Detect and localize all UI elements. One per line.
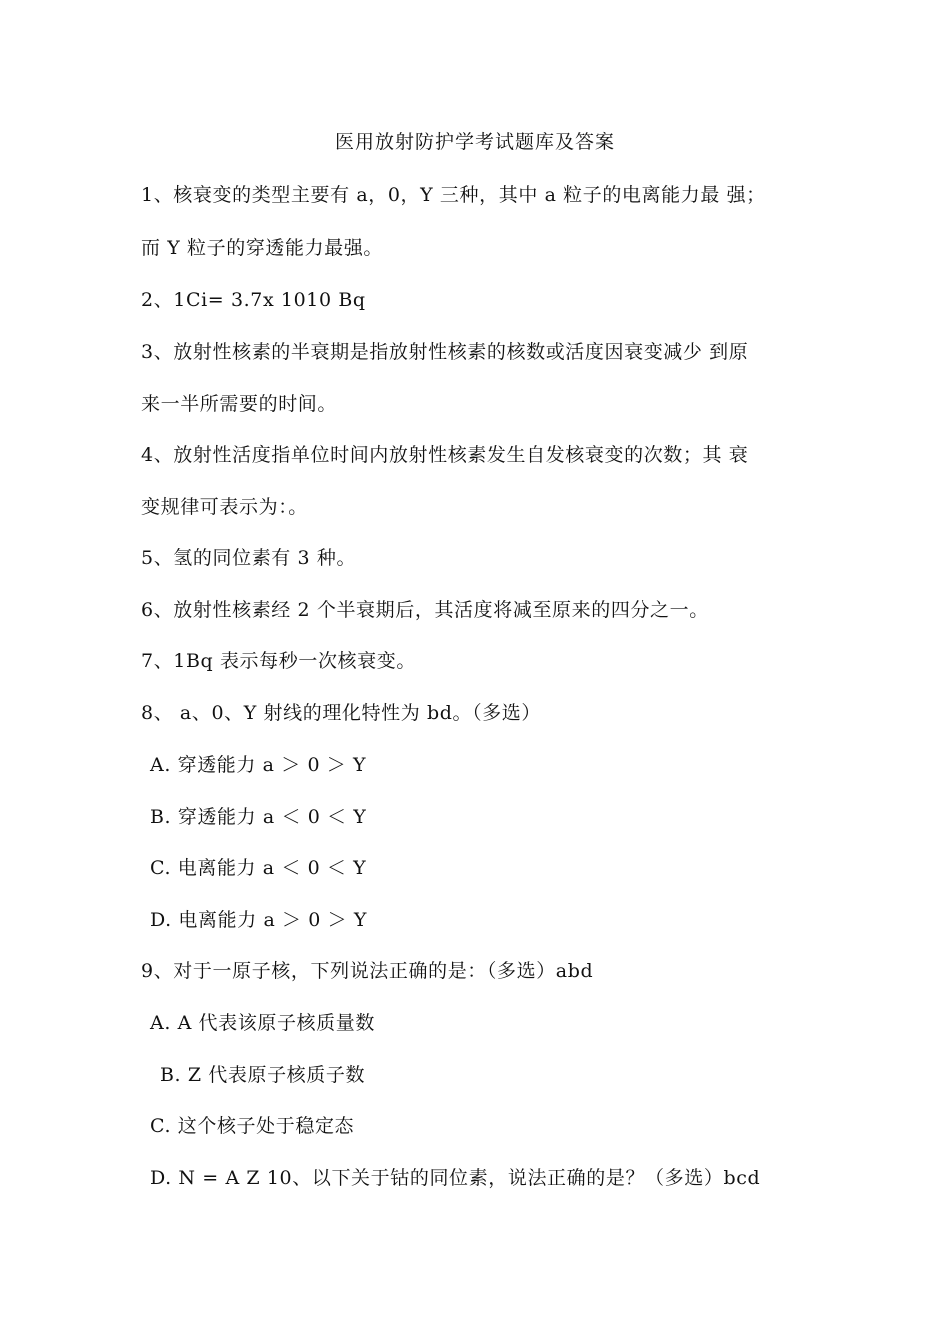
option-d: D. N = A Z 10、以下关于钴的同位素，说法正确的是？（多选）bcd	[150, 1167, 761, 1189]
text-line: 变规律可表示为：。	[141, 496, 308, 518]
text-line: 来一半所需要的时间。	[141, 393, 338, 415]
question-9: 9、对于一原子核，下列说法正确的是：（多选）abd	[141, 960, 594, 982]
option-b: B. 穿透能力 a ＜ 0 ＜ Y	[150, 806, 367, 828]
text-line: 1、核衰变的类型主要有 a，0，Y 三种，其中 a 粒子的电离能力最 强；	[141, 184, 766, 206]
text-line: 5、氢的同位素有 3 种。	[141, 547, 357, 569]
question-8: 8、 a、0、Y 射线的理化特性为 bd。（多选）	[141, 702, 541, 724]
option-d: D. 电离能力 a ＞ 0 ＞ Y	[150, 909, 367, 931]
option-c: C. 这个核子处于稳定态	[150, 1115, 355, 1137]
text-line: 而 Y 粒子的穿透能力最强。	[141, 237, 384, 259]
option-c: C. 电离能力 a ＜ 0 ＜ Y	[150, 857, 367, 879]
text-line: 3、放射性核素的半衰期是指放射性核素的核数或活度因衰变减少 到原	[141, 341, 749, 363]
text-line: 6、放射性核素经 2 个半衰期后，其活度将减至原来的四分之一。	[141, 599, 709, 621]
text-line: 7、1Bq 表示每秒一次核衰变。	[141, 650, 416, 672]
option-b: B. Z 代表原子核质子数	[160, 1064, 366, 1086]
option-a: A. 穿透能力 a ＞ 0 ＞ Y	[150, 754, 367, 776]
document-title: 医用放射防护学考试题库及答案	[334, 131, 615, 153]
text-line: 4、放射性活度指单位时间内放射性核素发生自发核衰变的次数；其 衰	[141, 444, 749, 466]
text-line: 2、1Ci= 3.7x 1010 Bq	[141, 289, 366, 311]
option-a: A. A 代表该原子核质量数	[150, 1012, 375, 1034]
